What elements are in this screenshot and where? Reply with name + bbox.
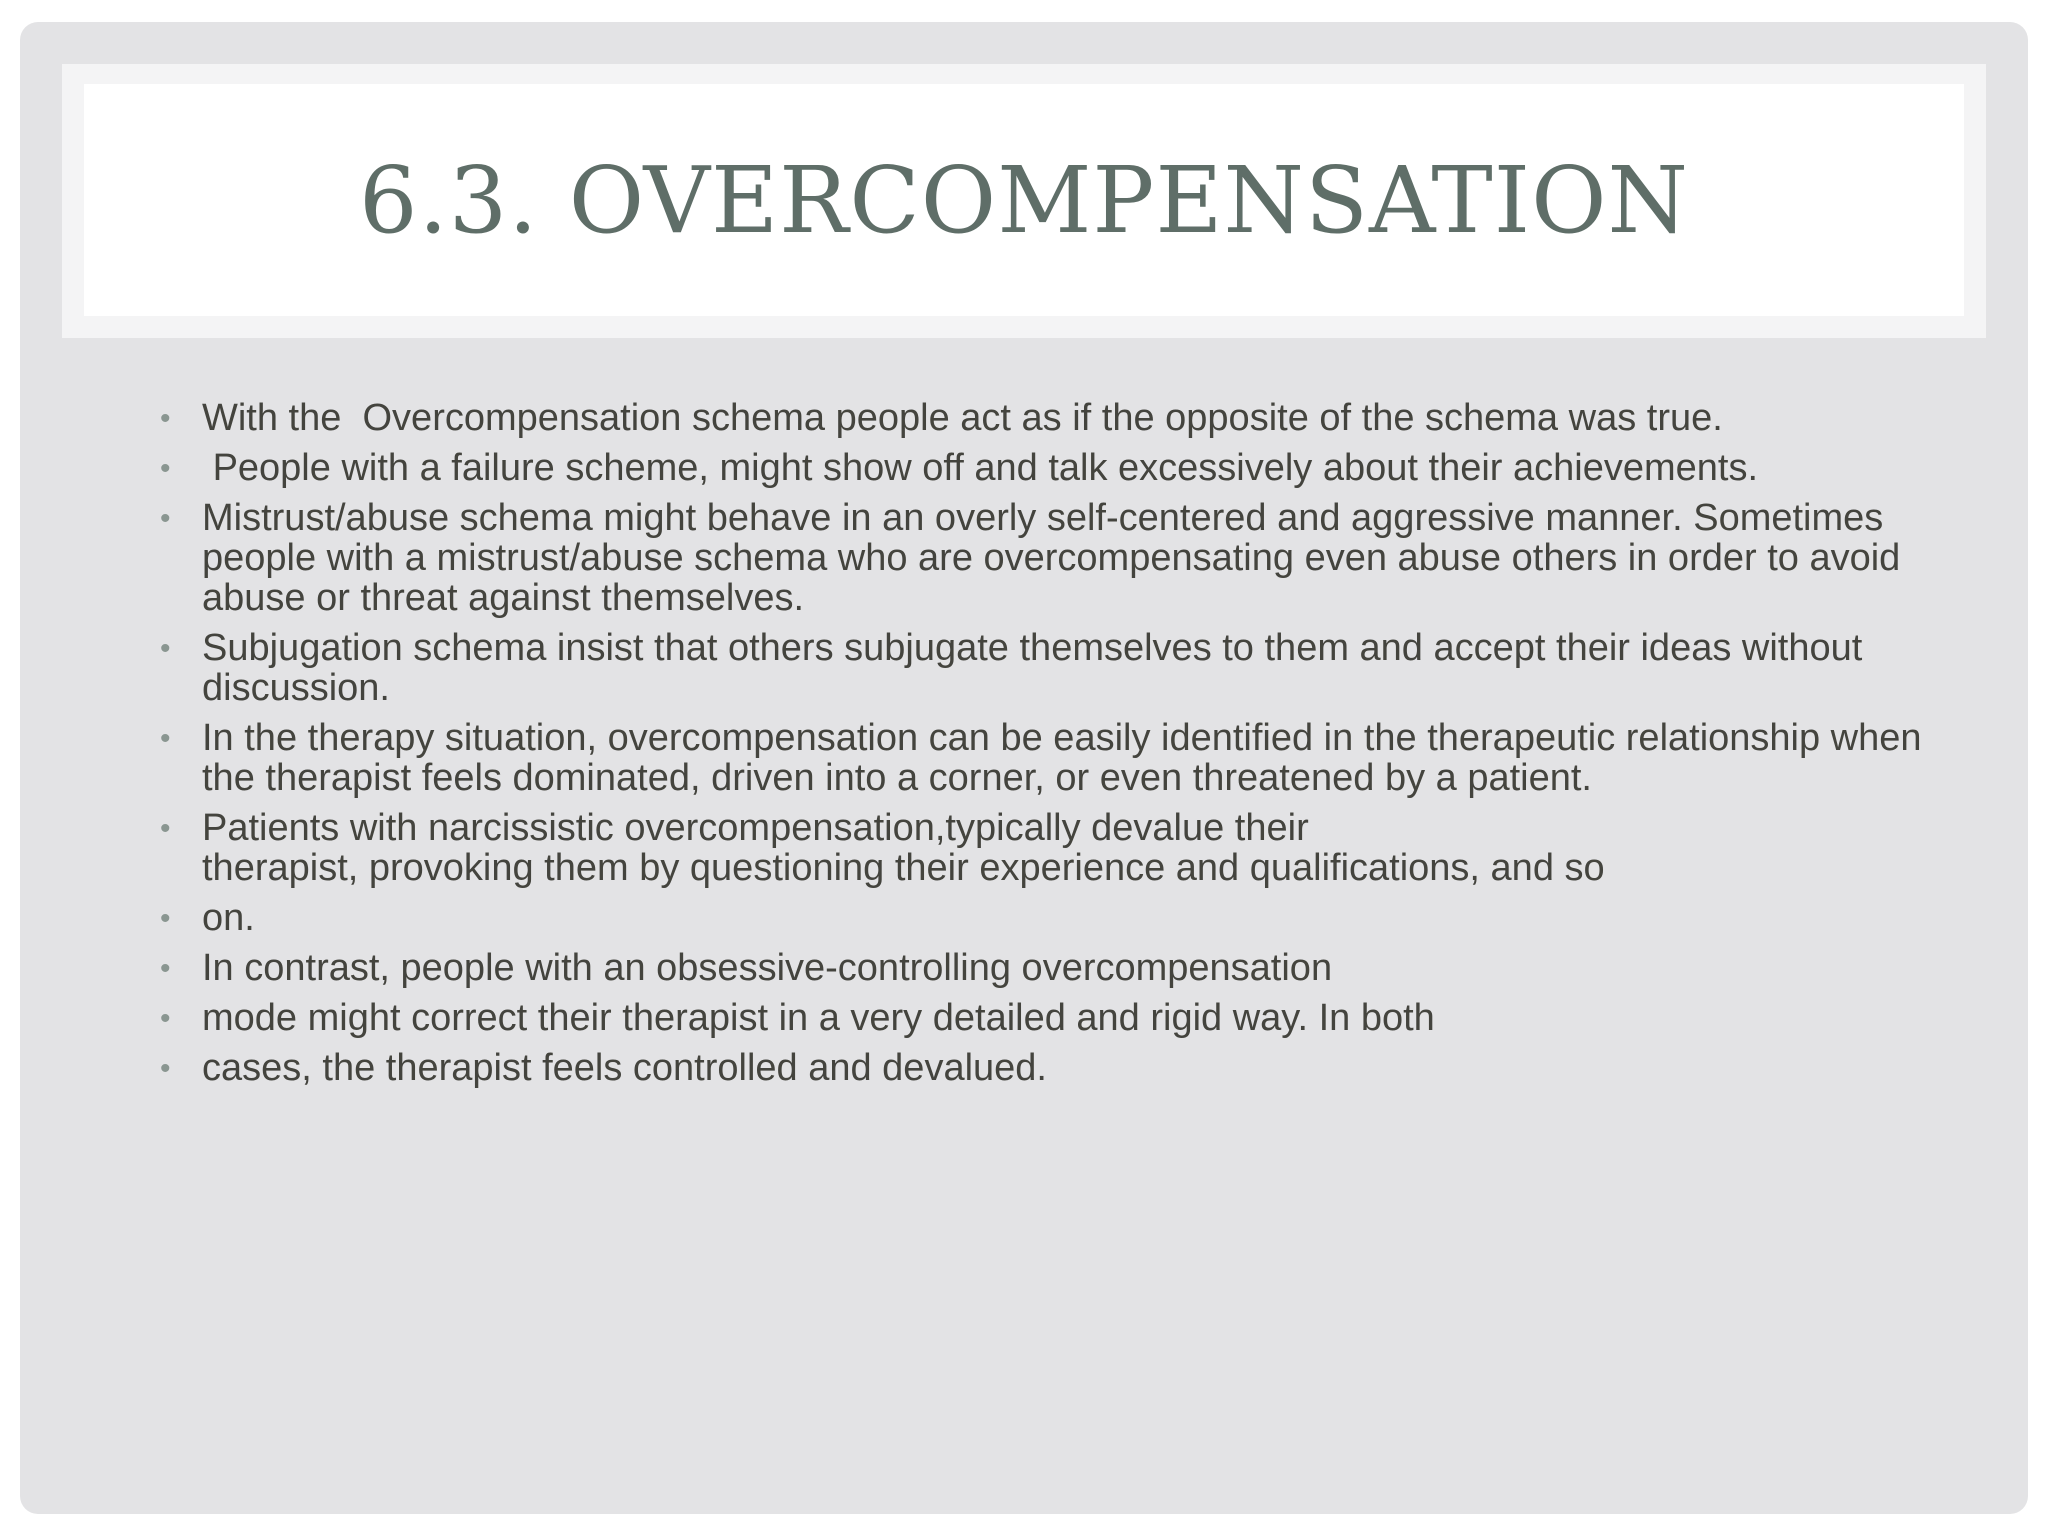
bullet-item	[146, 948, 1936, 988]
bullet-text: In contrast, people with an obsessive-controlling overcompensation	[202, 947, 1333, 989]
bullet-icon: •	[160, 502, 171, 535]
bullet-item	[146, 398, 1936, 438]
bullet-item	[146, 448, 1936, 488]
title-box	[84, 84, 1964, 316]
bullet-text: cases, the therapist feels controlled and devalued.	[202, 1047, 1047, 1089]
bullet-item	[146, 898, 1936, 938]
bullet-icon: •	[160, 402, 171, 435]
bullet-item	[146, 628, 1936, 708]
bullet-text: on.	[202, 897, 255, 939]
bullet-text: Mistrust/abuse schema might behave in an overly self-centered and aggressive manner. Sometimes people with a mistrust/abuse schema who are overcompensating even abuse others in order to avoid abuse or threat against themselves.	[202, 497, 1911, 619]
bullet-item	[146, 1048, 1936, 1088]
bullet-icon: •	[160, 632, 171, 665]
bullet-text: mode might correct their therapist in a very detailed and rigid way. In both	[202, 997, 1435, 1039]
bullet-icon: •	[160, 902, 171, 935]
bullet-item	[146, 808, 1936, 888]
bullet-item	[146, 998, 1936, 1038]
slide-title: 6.3. OVERCOMPENSATION	[358, 146, 1690, 254]
title-frame	[62, 64, 1986, 338]
bullet-icon: •	[160, 452, 171, 485]
bullet-icon: •	[160, 812, 171, 845]
bullet-text: With the Overcompensation schema people act as if the opposite of the schema was true.	[202, 397, 1723, 439]
bullet-icon: •	[160, 1002, 171, 1035]
bullet-text: Subjugation schema insist that others subjugate themselves to them and accept their ideas without discussion.	[202, 627, 1873, 709]
bullet-icon: •	[160, 722, 171, 755]
bullet-text: Patients with narcissistic overcompensation,typically devalue their therapist, provoking them by questioning their experience and qualifications, and so	[202, 807, 1605, 889]
bullet-text: In the therapy situation, overcompensation can be easily identified in the therapeutic relationship when the therapist feels dominated, driven into a corner, or even threatened by a patient.	[202, 717, 1933, 799]
bullet-item	[146, 498, 1936, 618]
bullet-icon: •	[160, 952, 171, 985]
bullet-icon: •	[160, 1052, 171, 1085]
bullet-list	[146, 398, 1936, 1098]
slide	[20, 22, 2028, 1514]
bullet-text: People with a failure scheme, might show off and talk excessively about their achievements.	[202, 447, 1759, 489]
bullet-item	[146, 718, 1936, 798]
